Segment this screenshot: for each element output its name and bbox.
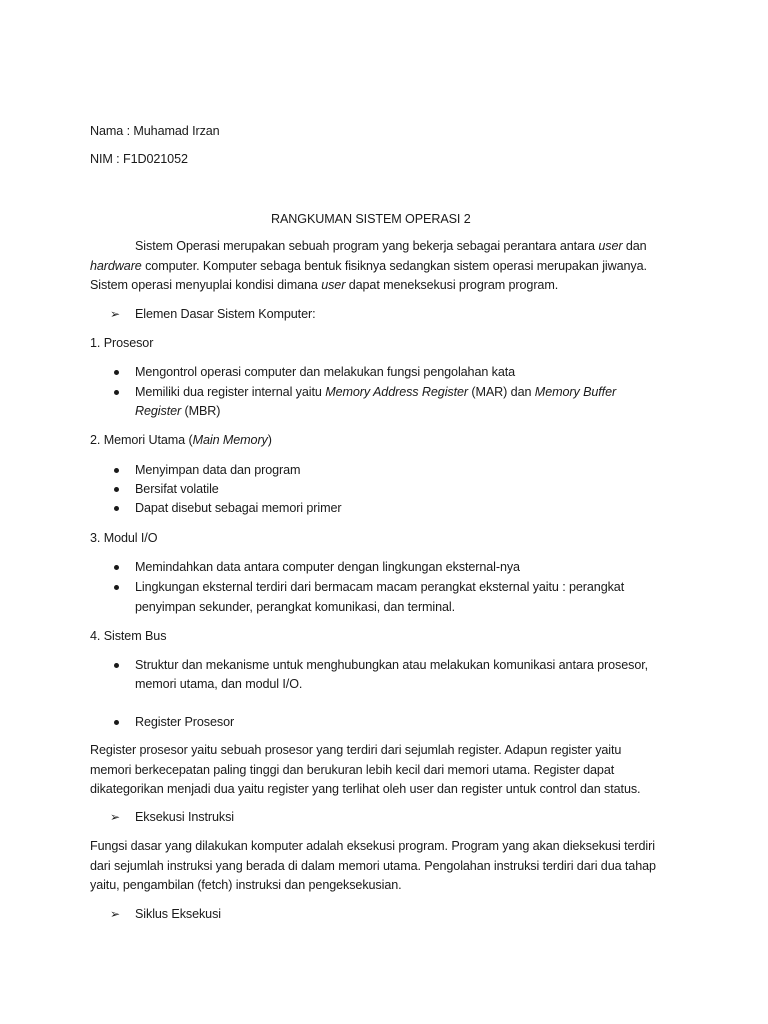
- eksekusi-para-line-1: Fungsi dasar yang dilakukan komputer adalah eksekusi program. Program yang akan dieksekusi terdiri: [90, 839, 655, 853]
- heading-memori: [90, 432, 272, 448]
- memori-point-3: Dapat disebut sebagai memori primer: [135, 501, 342, 515]
- student-name: Nama : Muhamad Irzan: [90, 124, 220, 138]
- intro-line-2: [90, 258, 647, 274]
- bullet-dot-icon: [114, 390, 119, 395]
- bullet-dot-icon: [114, 506, 119, 511]
- intro-text: Sistem Operasi merupakan sebuah program yang bekerja sebagai perantara antara: [135, 239, 599, 253]
- memori-point-1: Menyimpan data dan program: [135, 463, 301, 477]
- prosesor-point-1: Mengontrol operasi computer dan melakukan fungsi pengolahan kata: [135, 365, 516, 379]
- register-para-line-2: memori berkecepatan paling tinggi dan berukuran lebih kecil dari memori utama. Register dapat: [90, 763, 615, 777]
- register-heading: Register Prosesor: [135, 715, 235, 729]
- intro-term-user: user: [321, 278, 346, 292]
- bus-point-1-cont: memori utama, dan modul I/O.: [135, 677, 303, 691]
- term-register: Register: [135, 404, 182, 418]
- siklus-heading: Siklus Eksekusi: [135, 907, 221, 921]
- term-main-memory: Main Memory: [192, 433, 268, 447]
- arrow-bullet-icon: ➢: [110, 307, 121, 321]
- point-text: Memiliki dua register internal yaitu: [135, 385, 326, 399]
- modul-point-2: Lingkungan eksternal terdiri dari bermacam macam perangkat eksternal yaitu : perangkat: [135, 580, 625, 594]
- intro-text: computer. Komputer sebaga bentuk fisiknya sedangkan sistem operasi merupakan jiwanya.: [141, 259, 647, 273]
- eksekusi-heading: Eksekusi Instruksi: [135, 810, 234, 824]
- bullet-dot-icon: [114, 370, 119, 375]
- intro-line-1: [135, 238, 647, 254]
- arrow-bullet-icon: ➢: [110, 810, 121, 824]
- point-text: (MBR): [181, 404, 221, 418]
- register-para-line-3: dikategorikan menjadi dua yaitu register yang terlihat oleh user dan register untuk control dan status.: [90, 782, 641, 796]
- modul-point-2-cont: penyimpan sekunder, perangkat komunikasi, dan terminal.: [135, 600, 456, 614]
- heading-text: 2. Memori Utama (: [90, 433, 193, 447]
- bullet-dot-icon: [114, 565, 119, 570]
- document-title: RANGKUMAN SISTEM OPERASI 2: [271, 212, 471, 226]
- term-mar: Memory Address Register: [325, 385, 468, 399]
- eksekusi-para-line-3: yaitu, pengambilan (fetch) instruksi dan pengeksekusian.: [90, 878, 402, 892]
- bullet-dot-icon: [114, 585, 119, 590]
- bullet-dot-icon: [114, 663, 119, 668]
- point-text: (MAR) dan: [468, 385, 535, 399]
- term-mbr: Memory Buffer: [534, 385, 617, 399]
- intro-term-hardware: hardware: [90, 259, 142, 273]
- modul-point-1: Memindahkan data antara computer dengan lingkungan eksternal-nya: [135, 560, 520, 574]
- prosesor-point-2: [135, 384, 616, 400]
- eksekusi-para-line-2: dari sejumlah instruksi yang berada di dalam memori utama. Pengolahan instruksi terdiri dari dua tahap: [90, 859, 656, 873]
- section-heading-elemen: Elemen Dasar Sistem Komputer:: [135, 307, 316, 321]
- register-para-line-1: Register prosesor yaitu sebuah prosesor yang terdiri dari sejumlah register. Adapun register yaitu: [90, 743, 622, 757]
- heading-bus: 4. Sistem Bus: [90, 629, 167, 643]
- prosesor-point-2-cont: [135, 403, 220, 419]
- heading-modul: 3. Modul I/O: [90, 531, 158, 545]
- intro-term-user: user: [598, 239, 623, 253]
- bus-point-1: Struktur dan mekanisme untuk menghubungkan atau melakukan komunikasi antara prosesor,: [135, 658, 649, 672]
- intro-text: Sistem operasi menyuplai kondisi dimana: [90, 278, 322, 292]
- memori-point-2: Bersifat volatile: [135, 482, 219, 496]
- intro-text: dapat meneksekusi program program.: [345, 278, 559, 292]
- bullet-dot-icon: [114, 487, 119, 492]
- bullet-dot-icon: [114, 468, 119, 473]
- arrow-bullet-icon: ➢: [110, 907, 121, 921]
- student-nim: NIM : F1D021052: [90, 152, 188, 166]
- bullet-dot-icon: [114, 720, 119, 725]
- intro-text: dan: [622, 239, 647, 253]
- heading-text: ): [267, 433, 272, 447]
- intro-line-3: [90, 277, 558, 293]
- heading-prosesor: 1. Prosesor: [90, 336, 154, 350]
